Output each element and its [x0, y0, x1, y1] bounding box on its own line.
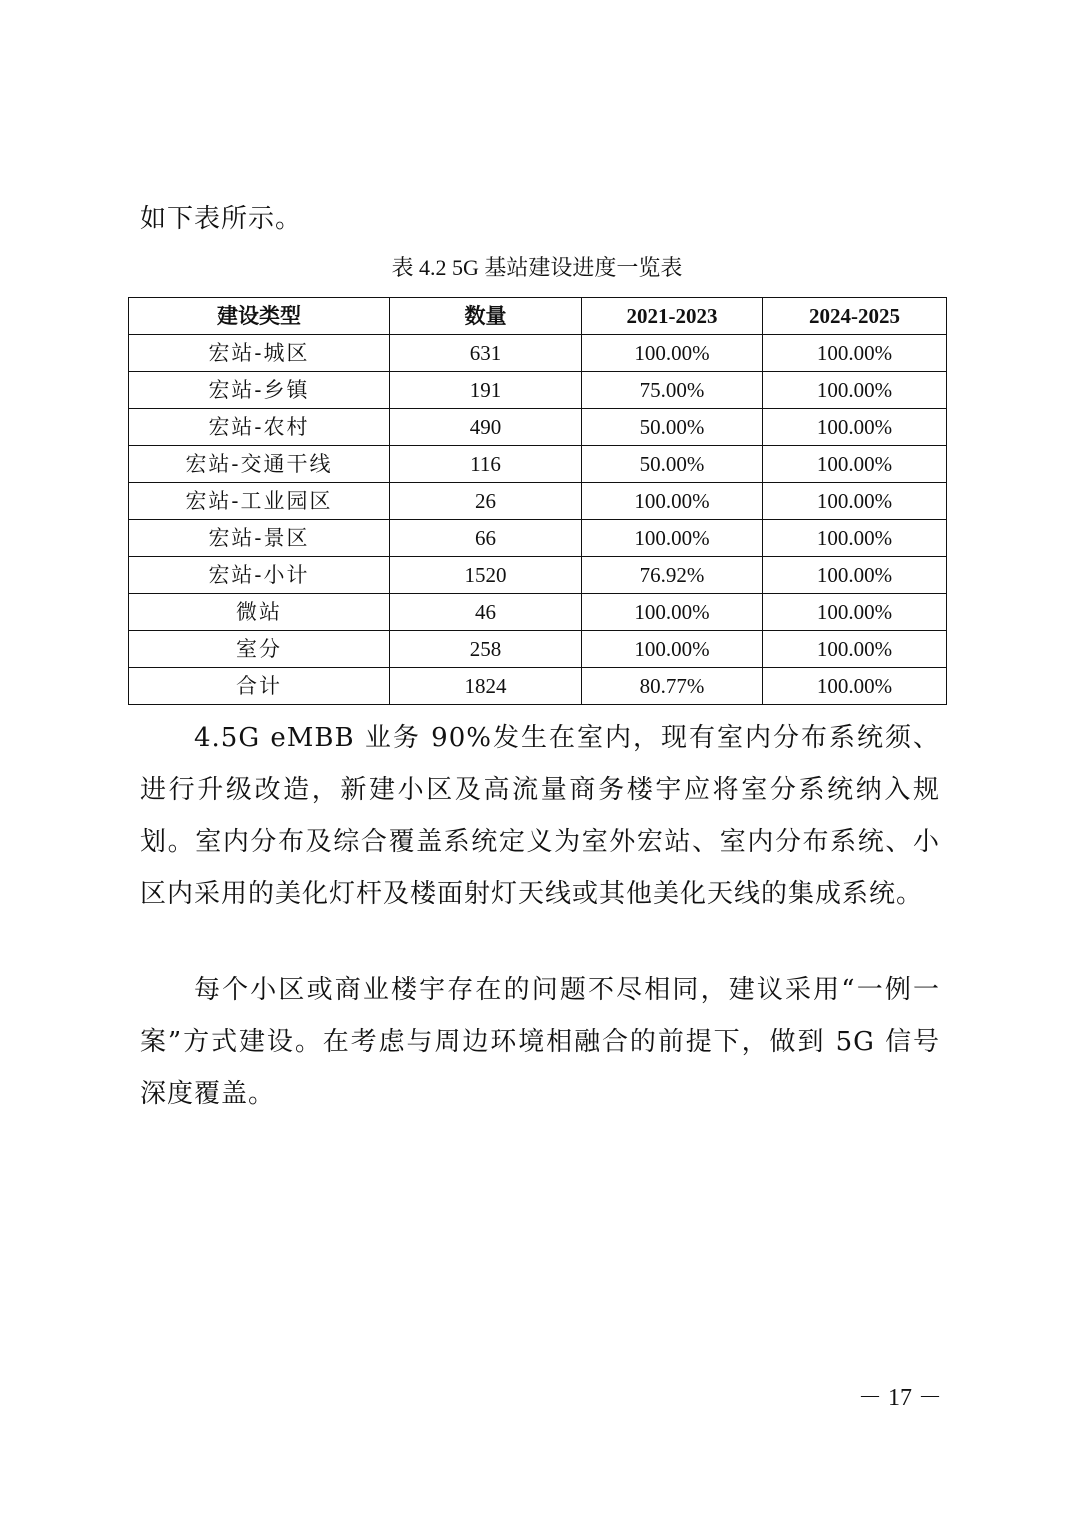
- cell-quantity: 46: [390, 594, 582, 631]
- cell-type: 宏站-农村: [129, 409, 390, 446]
- table-row: [129, 520, 947, 557]
- cell-2024-2025: 100.00%: [763, 557, 947, 594]
- cell-type: 宏站-乡镇: [129, 372, 390, 409]
- cell-quantity: 66: [390, 520, 582, 557]
- cell-2021-2023: 80.77%: [582, 668, 763, 705]
- cell-type: 宏站-景区: [129, 520, 390, 557]
- table-row: [129, 594, 947, 631]
- cell-type: 宏站-城区: [129, 335, 390, 372]
- cell-2024-2025: 100.00%: [763, 483, 947, 520]
- cell-2024-2025: 100.00%: [763, 631, 947, 668]
- table-row: [129, 372, 947, 409]
- table-caption: 表 4.2 5G 基站建设进度一览表: [391, 255, 683, 280]
- cell-type: 宏站-工业园区: [129, 483, 390, 520]
- cell-2024-2025: 100.00%: [763, 335, 947, 372]
- cell-type: 微站: [129, 594, 390, 631]
- table-row: [129, 483, 947, 520]
- cell-quantity: 26: [390, 483, 582, 520]
- cell-quantity: 1824: [390, 668, 582, 705]
- cell-type: 室分: [129, 631, 390, 668]
- cell-2021-2023: 50.00%: [582, 446, 763, 483]
- intro-text: 如下表所示。: [140, 204, 303, 234]
- table-row: [129, 335, 947, 372]
- cell-2021-2023: 76.92%: [582, 557, 763, 594]
- header-construction-type: 建设类型: [129, 298, 390, 335]
- cell-2024-2025: 100.00%: [763, 668, 947, 705]
- header-quantity: 数量: [390, 298, 582, 335]
- table-header-row: [129, 298, 947, 335]
- cell-2024-2025: 100.00%: [763, 594, 947, 631]
- cell-2021-2023: 75.00%: [582, 372, 763, 409]
- cell-type: 宏站-小计: [129, 557, 390, 594]
- table-row: [129, 631, 947, 668]
- cell-2021-2023: 100.00%: [582, 335, 763, 372]
- cell-2024-2025: 100.00%: [763, 409, 947, 446]
- cell-quantity: 631: [390, 335, 582, 372]
- cell-2024-2025: 100.00%: [763, 446, 947, 483]
- cell-2021-2023: 100.00%: [582, 520, 763, 557]
- page-number: － 17 －: [858, 1385, 942, 1411]
- table-row: [129, 409, 947, 446]
- header-2024-2025: 2024-2025: [763, 298, 947, 335]
- cell-quantity: 116: [390, 446, 582, 483]
- cell-type: 合计: [129, 668, 390, 705]
- cell-2021-2023: 100.00%: [582, 483, 763, 520]
- table-row: [129, 668, 947, 705]
- base-station-progress-table: [128, 297, 947, 705]
- cell-2024-2025: 100.00%: [763, 372, 947, 409]
- cell-type: 宏站-交通干线: [129, 446, 390, 483]
- cell-2021-2023: 100.00%: [582, 594, 763, 631]
- cell-2021-2023: 50.00%: [582, 409, 763, 446]
- cell-2024-2025: 100.00%: [763, 520, 947, 557]
- cell-quantity: 490: [390, 409, 582, 446]
- table-row: [129, 557, 947, 594]
- cell-quantity: 1520: [390, 557, 582, 594]
- cell-quantity: 191: [390, 372, 582, 409]
- cell-quantity: 258: [390, 631, 582, 668]
- table-row: [129, 446, 947, 483]
- paragraph-indoor-coverage: 4.5G eMBB 业务 90%发生在室内，现有室内分布系统须、进行升级改造，新建小区及高流量商务楼宇应将室分系统纳入规划。室内分布及综合覆盖系统定义为室外宏站、室内分布系统、小区内采用的美化灯杆及楼面射灯天线或其他美化天线的集成系统。: [140, 723, 940, 909]
- header-2021-2023: 2021-2023: [582, 298, 763, 335]
- paragraph-deep-coverage: 每个小区或商业楼宇存在的问题不尽相同，建议采用“一例一案”方式建设。在考虑与周边环境相融合的前提下，做到 5G 信号深度覆盖。: [140, 975, 940, 1109]
- cell-2021-2023: 100.00%: [582, 631, 763, 668]
